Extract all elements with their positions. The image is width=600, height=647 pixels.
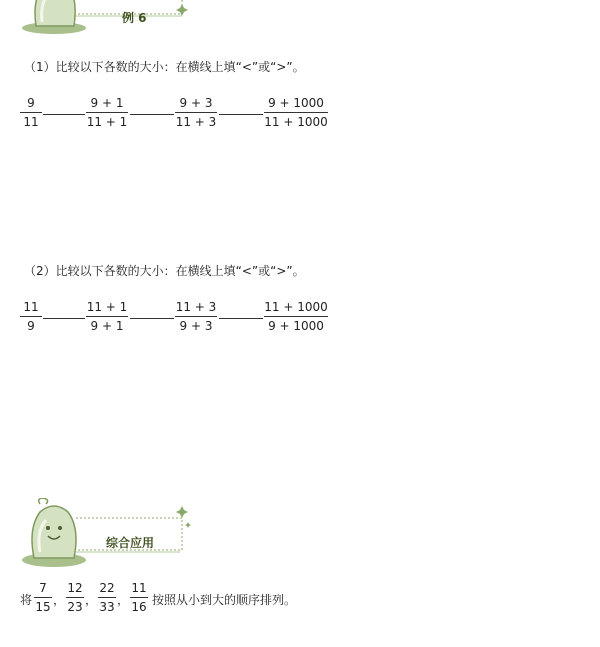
separator: ， (117, 593, 130, 607)
answer-blank[interactable] (130, 114, 174, 115)
fraction-bar (98, 597, 116, 598)
numerator: 11 + 1 (86, 300, 128, 314)
part1-comparison-row (20, 95, 360, 135)
answer-blank[interactable] (219, 318, 263, 319)
fraction-bar (20, 112, 42, 113)
numerator: 7 (39, 581, 47, 595)
fraction-bar (20, 316, 42, 317)
answer-blank[interactable] (130, 318, 174, 319)
denominator: 9 + 3 (179, 319, 213, 333)
numerator: 9 + 3 (179, 96, 213, 110)
numerator: 9 (27, 96, 35, 110)
numerator: 9 + 1000 (268, 96, 324, 110)
fraction-bar (264, 112, 328, 113)
fraction (264, 299, 328, 334)
numerator: 11 (131, 581, 147, 595)
example-banner (14, 0, 194, 38)
denominator: 9 + 1000 (268, 319, 324, 333)
fraction (20, 95, 42, 130)
separator: ， (85, 593, 98, 607)
fraction-bar (86, 112, 128, 113)
denominator: 11 + 1 (86, 115, 128, 129)
example-title: 例 6 (122, 11, 147, 25)
part2-instruction: （2）比较以下各数的大小：在横线上填“<”或“>”。 (24, 264, 305, 278)
numerator: 11 (23, 300, 39, 314)
fraction (175, 299, 217, 334)
denominator: 23 (67, 600, 83, 614)
numerator: 11 + 3 (175, 300, 217, 314)
denominator: 33 (99, 600, 115, 614)
answer-blank[interactable] (43, 318, 85, 319)
answer-blank[interactable] (219, 114, 263, 115)
mascot-icon (14, 0, 194, 38)
numerator: 11 + 1000 (264, 300, 328, 314)
application-question (20, 580, 420, 620)
mascot-icon (14, 498, 194, 570)
denominator: 9 + 1 (90, 319, 124, 333)
question-prefix: 将 (20, 593, 33, 607)
fraction (20, 299, 42, 334)
fraction (175, 95, 217, 130)
fraction (66, 580, 84, 615)
fraction (86, 95, 128, 130)
fraction-bar (175, 316, 217, 317)
fraction (34, 580, 52, 615)
fraction (264, 95, 328, 130)
fraction-bar (66, 597, 84, 598)
denominator: 9 (27, 319, 35, 333)
numerator: 9 + 1 (90, 96, 124, 110)
numerator: 22 (99, 581, 115, 595)
denominator: 11 (23, 115, 39, 129)
separator: ， (53, 593, 66, 607)
answer-blank[interactable] (43, 114, 85, 115)
fraction-bar (34, 597, 52, 598)
fraction (86, 299, 128, 334)
fraction-bar (86, 316, 128, 317)
denominator: 11 + 3 (175, 115, 217, 129)
question-suffix: 按照从小到大的顺序排列。 (152, 593, 297, 607)
application-banner (14, 498, 194, 570)
fraction (130, 580, 148, 615)
fraction-bar (130, 597, 148, 598)
part2-comparison-row (20, 299, 360, 339)
fraction (98, 580, 116, 615)
numerator: 12 (67, 581, 83, 595)
denominator: 16 (131, 600, 147, 614)
fraction-bar (175, 112, 217, 113)
fraction-bar (264, 316, 328, 317)
denominator: 11 + 1000 (264, 115, 328, 129)
denominator: 15 (35, 600, 51, 614)
application-title: 综合应用 (106, 536, 155, 550)
part1-instruction: （1）比较以下各数的大小：在横线上填“<”或“>”。 (24, 60, 305, 74)
